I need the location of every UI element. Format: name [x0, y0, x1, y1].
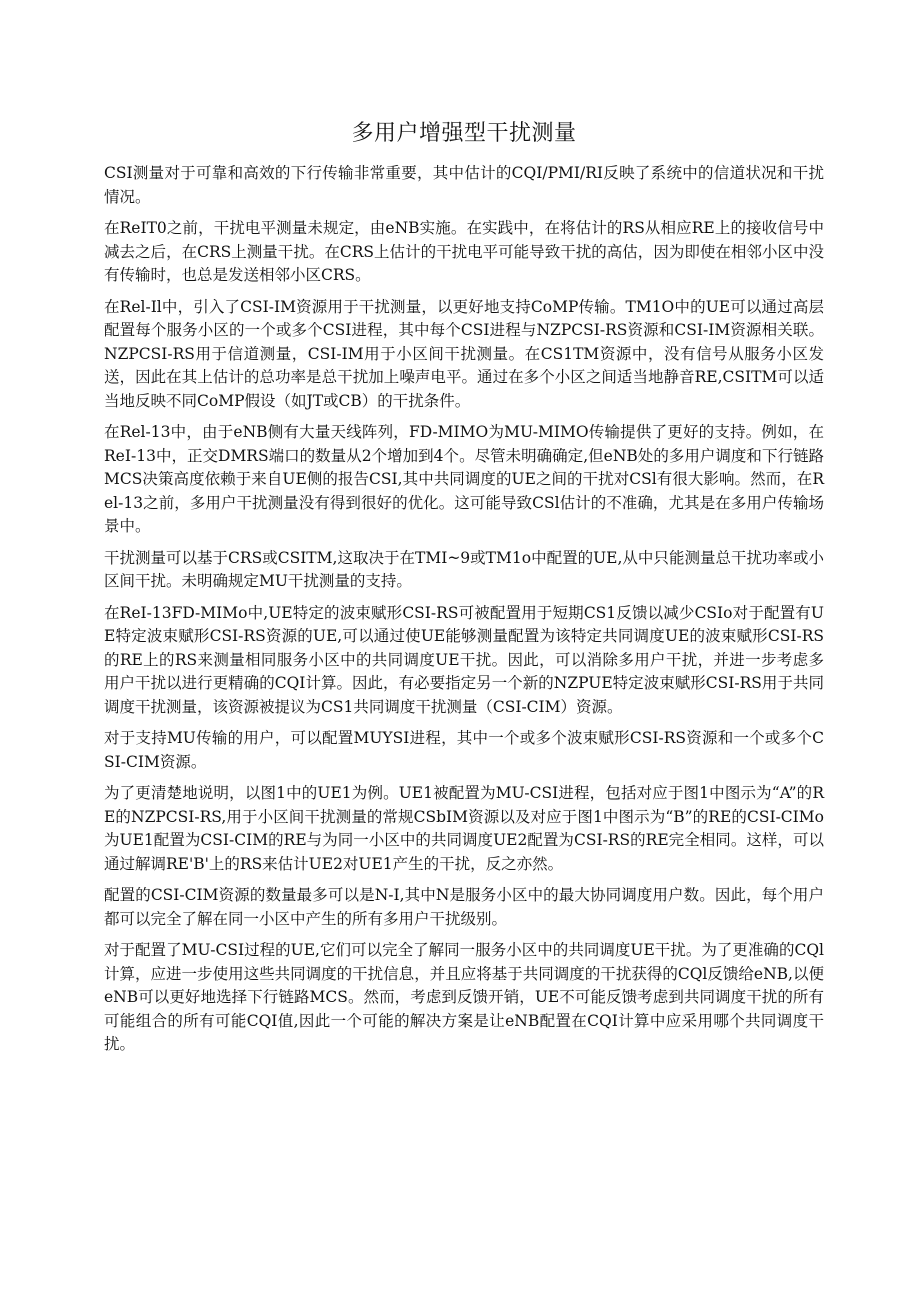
document-body — [104, 162, 824, 1057]
paragraph: CSI测量对于可靠和高效的下行传输非常重要，其中估计的CQI/PMI/RI反映了系统中的信道状况和干扰情况。 — [104, 164, 824, 206]
document-page — [104, 118, 824, 1065]
paragraph: 在ReIT0之前，干扰电平测量未规定，由eNB实施。在实践中，在将估计的RS从相应RE上的接收信号中减去之后，在CRS上测量干扰。在CRS上估计的干扰电平可能导致干扰的高估，因为即使在相邻小区中没有传输时，也总是发送相邻小区CRS。 — [104, 219, 824, 284]
paragraph: 干扰测量可以基于CRS或CSITM,这取决于在TMI~9或TM1o中配置的UE,从中只能测量总干扰功率或小区间干扰。未明确规定MU干扰测量的支持。 — [104, 548, 824, 590]
paragraph: 对于支持MU传输的用户，可以配置MUYSI进程，其中一个或多个波束赋形CSI-RS资源和一个或多个CSI-CIM资源。 — [104, 729, 824, 771]
paragraph: 在Rel-Il中，引入了CSI-IM资源用于干扰测量，以更好地支持CoMP传输。TM1O中的UE可以通过高层配置每个服务小区的一个或多个CSI进程，其中每个CSI进程与NZPCSI-RS资源和CSI-IM资源相关联。NZPCSI-RS用于信道测量，CSI-IM用于小区间干扰测量。在CS1TM资源中，没有信号从服务小区发送，因此在其上估计的总功率是总干扰加上噪声电平。通过在多个小区之间适当地静音RE,CSITM可以适当地反映不同CoMP假设（如JT或CB）的干扰条件。 — [104, 297, 824, 410]
paragraph: 为了更清楚地说明，以图1中的UE1为例。UE1被配置为MU-CSI进程，包括对应于图1中图示为“A”的RE的NZPCSI-RS,用于小区间干扰测量的常规CSbIM资源以及对应于图1中图示为“B”的RE的CSI-CIMo为UE1配置为CSI-CIM的RE与为同一小区中的共同调度UE2配置为CSI-RS的RE完全相同。这样，可以通过解调RE'B'上的RS来估计UE2对UE1产生的干扰，反之亦然。 — [104, 784, 824, 873]
document-title: 多用户增强型干扰测量 — [351, 121, 577, 146]
paragraph: 配置的CSI-CIM资源的数量最多可以是N-I,其中N是服务小区中的最大协同调度用户数。因此，每个用户都可以完全了解在同一小区中产生的所有多用户干扰级别。 — [104, 886, 824, 928]
paragraph: 在Rel-13中，由于eNB侧有大量天线阵列，FD-MIMO为MU-MIMO传输提供了更好的支持。例如，在ReI-13中，正交DMRS端口的数量从2个增加到4个。尽管未明确确定,但eNB处的多用户调度和下行链路MCS决策高度依赖于来自UE侧的报告CSI,其中共同调度的UE之间的干扰对CSl有很大影响。然而，在Rel-13之前，多用户干扰测量没有得到很好的优化。这可能导致CSl估计的不准确，尤其是在多用户传输场景中。 — [104, 423, 824, 535]
paragraph: 在ReI-13FD-MIMo中,UE特定的波束赋形CSI-RS可被配置用于短期CS1反馈以减少CSIo对于配置有UE特定波束赋形CSI-RS资源的UE,可以通过使UE能够测量配置为该特定共同调度UE的波束赋形CSI-RS的RE上的RS来测量相同服务小区中的共同调度UE干扰。因此，可以消除多用户干扰，并进一步考虑多用户干扰以进行更精确的CQI计算。因此，有必要指定另一个新的NZPUE特定波束赋形CSI-RS用于共同调度干扰测量，该资源被提议为CS1共同调度干扰测量（CSI-CIM）资源。 — [104, 603, 824, 716]
paragraph: 对于配置了MU-CSI过程的UE,它们可以完全了解同一服务小区中的共同调度UE干扰。为了更准确的CQl计算，应进一步使用这些共同调度的干扰信息，并且应将基于共同调度的干扰获得的CQl反馈给eNB,以便eNB可以更好地选择下行链路MCS。然而，考虑到反馈开销，UE不可能反馈考虑到共同调度干扰的所有可能组合的所有可能CQI值,因此一个可能的解决方案是让eNB配置在CQI计算中应采用哪个共同调度干扰。 — [104, 941, 824, 1053]
